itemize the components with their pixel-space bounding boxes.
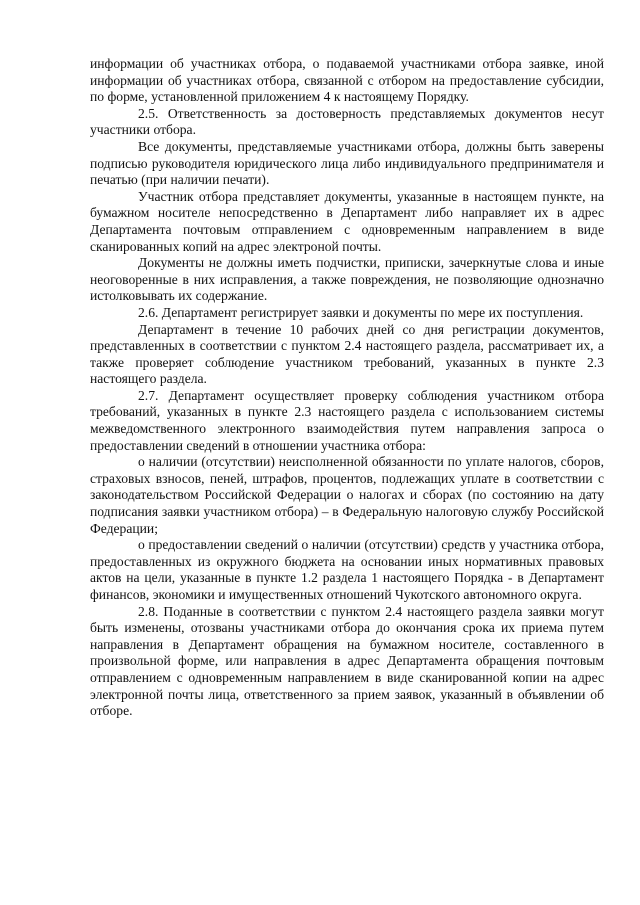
paragraph-tax-debt-check: о наличии (отсутствии) неисполненной обязанности по уплате налогов, сборов, страховых взносов, пеней, штрафов, процентов, подлежащих уплате в соответствии с законодательством Российской Федерации о налогах и сборах (по состоянию на дату подписания заявки участником отбора) – в Федеральную налоговую службу Российской Федерации;: [90, 454, 604, 536]
paragraph-continuation: информации об участниках отбора, о подаваемой участниками отбора заявке, иной информации об участниках отбора, связанной с отбором на предоставление субсидии, по форме, установленной приложением 4 к настоящему Порядку.: [90, 56, 604, 105]
paragraph-review-period: Департамент в течение 10 рабочих дней со дня регистрации документов, представленных в соответствии с пунктом 2.4 настоящего раздела, рассматривает их, а также проверяет соблюдение участником требований, указанных в пункте 2.3 настоящего раздела.: [90, 321, 604, 387]
paragraph-no-corrections: Документы не должны иметь подчистки, приписки, зачеркнутые слова и иные неоговоренные в них исправления, а также повреждения, не позволяющие однозначно истолковывать их содержание.: [90, 255, 604, 304]
paragraph-2-8: 2.8. Поданные в соответствии с пунктом 2.4 настоящего раздела заявки могут быть изменены, отозваны участниками отбора до окончания срока их приема путем направления в Департамент обращения на бумажном носителе, составленного в произвольной форме, или направления в адрес Департамента обращения почтовым отправлением с одновременным направлением в виде сканированной копии на адрес электронной почты лица, ответственного за прием заявок, указанный в объявлении об отборе.: [90, 603, 604, 719]
paragraph-2-5: 2.5. Ответственность за достоверность представляемых документов несут участники отбора.: [90, 105, 604, 138]
paragraph-budget-funds-check: о предоставлении сведений о наличии (отсутствии) средств у участника отбора, предоставленных из окружного бюджета на основании иных нормативных правовых актов на цели, указанные в пункте 1.2 раздела 1 настоящего Порядка - в Департамент финансов, экономики и имущественных отношений Чукотского автономного округа.: [90, 537, 604, 602]
paragraph-documents-certification: Все документы, представляемые участниками отбора, должны быть заверены подписью руководителя юридического лица либо индивидуального предпринимателя и печатью (при наличии печати).: [90, 138, 604, 188]
document-page: [90, 56, 604, 720]
paragraph-2-6: 2.6. Департамент регистрирует заявки и документы по мере их поступления.: [138, 304, 584, 320]
paragraph-submission-method: Участник отбора представляет документы, указанные в настоящем пункте, на бумажном носителе непосредственно в Департамент либо направляет их в адрес Департамента почтовым отправлением с одновременным направлением в виде сканированных копий на адрес электроной почты.: [90, 188, 604, 254]
paragraph-2-7: 2.7. Департамент осуществляет проверку соблюдения участником отбора требований, указанных в пункте 2.3 настоящего раздела с использованием системы межведомственного электронного взаимодействия путем направления запроса о предоставлении сведений в отношении участника отбора:: [90, 387, 604, 453]
